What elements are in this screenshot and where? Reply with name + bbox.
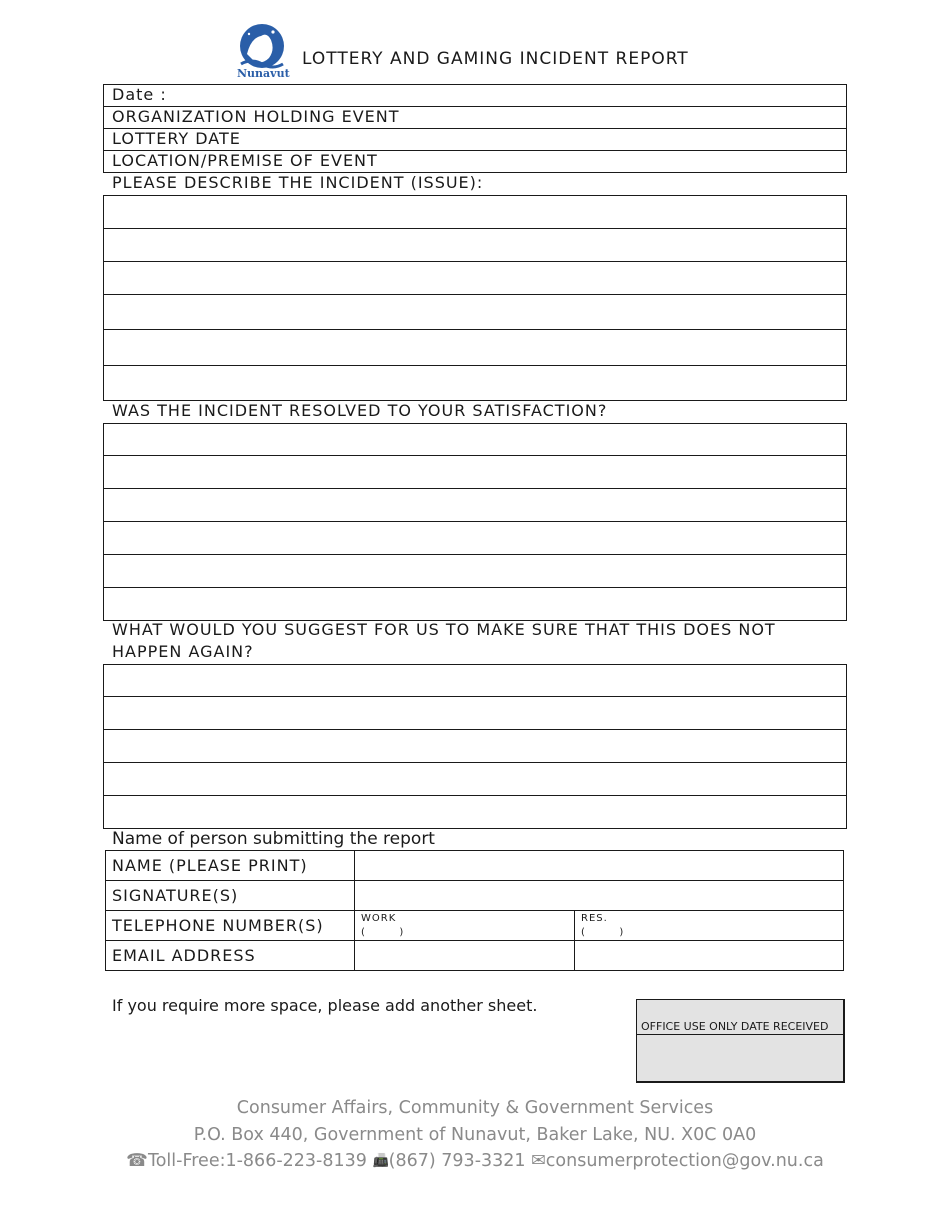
lottery-date-label: LOTTERY DATE — [112, 129, 241, 148]
res-label: RES. — [581, 913, 608, 924]
organization-label: ORGANIZATION HOLDING EVENT — [112, 107, 400, 126]
footer-department: Consumer Affairs, Community & Government Services — [236, 1098, 714, 1118]
res-paren: ( ) — [581, 927, 625, 938]
organization-field[interactable] — [103, 106, 847, 129]
lottery-date-field[interactable] — [103, 128, 847, 151]
suggest-heading-line1: WHAT WOULD YOU SUGGEST FOR US TO MAKE SURE THAT THIS DOES NOT — [112, 620, 776, 639]
office-use-box — [636, 999, 845, 1083]
email-input[interactable] — [355, 941, 575, 971]
date-label: Date : — [112, 85, 167, 104]
suggest-heading-line2: HAPPEN AGAIN? — [112, 642, 254, 661]
office-use-label: OFFICE USE ONLY DATE RECEIVED — [641, 1020, 829, 1033]
signature-label: SIGNATURE(S) — [106, 881, 355, 911]
work-paren: ( ) — [361, 927, 405, 938]
email-input-extra[interactable] — [575, 941, 844, 971]
phone-icon: ☎ — [126, 1151, 148, 1171]
contact-table — [105, 850, 844, 971]
date-field[interactable] — [103, 84, 847, 107]
email-label: EMAIL ADDRESS — [106, 941, 355, 971]
fax-icon: 📠 — [372, 1153, 389, 1169]
location-label: LOCATION/PREMISE OF EVENT — [112, 151, 378, 170]
name-label: NAME (PLEASE PRINT) — [106, 851, 355, 881]
name-input[interactable] — [355, 851, 844, 881]
describe-heading: PLEASE DESCRIBE THE INCIDENT (ISSUE): — [112, 173, 484, 192]
footer-email[interactable]: consumerprotection@gov.nu.ca — [545, 1151, 824, 1171]
envelope-icon: ✉ — [531, 1151, 546, 1171]
location-field[interactable] — [103, 150, 847, 173]
more-space-note: If you require more space, please add another sheet. — [112, 996, 538, 1015]
suggest-input-box[interactable] — [103, 664, 847, 829]
footer-phone: Toll-Free:1-866-223-8139 — [147, 1151, 367, 1171]
footer-contact — [0, 1151, 950, 1171]
resolved-heading: WAS THE INCIDENT RESOLVED TO YOUR SATISFACTION? — [112, 401, 608, 420]
footer-address: P.O. Box 440, Government of Nunavut, Baker Lake, NU. X0C 0A0 — [193, 1125, 757, 1145]
page-title: LOTTERY AND GAMING INCIDENT REPORT — [302, 49, 689, 69]
res-phone-input[interactable] — [575, 911, 844, 941]
footer-fax: (867) 793-3321 — [388, 1151, 526, 1171]
telephone-label: TELEPHONE NUMBER(S) — [106, 911, 355, 941]
contact-heading: Name of person submitting the report — [112, 829, 435, 849]
nunavut-logo — [237, 24, 290, 82]
work-label: WORK — [361, 913, 397, 924]
logo-wordmark: Nunavut — [237, 67, 290, 80]
signature-input[interactable] — [355, 881, 844, 911]
work-phone-input[interactable] — [355, 911, 575, 941]
resolved-input-box[interactable] — [103, 423, 847, 621]
describe-input-box[interactable] — [103, 195, 847, 401]
